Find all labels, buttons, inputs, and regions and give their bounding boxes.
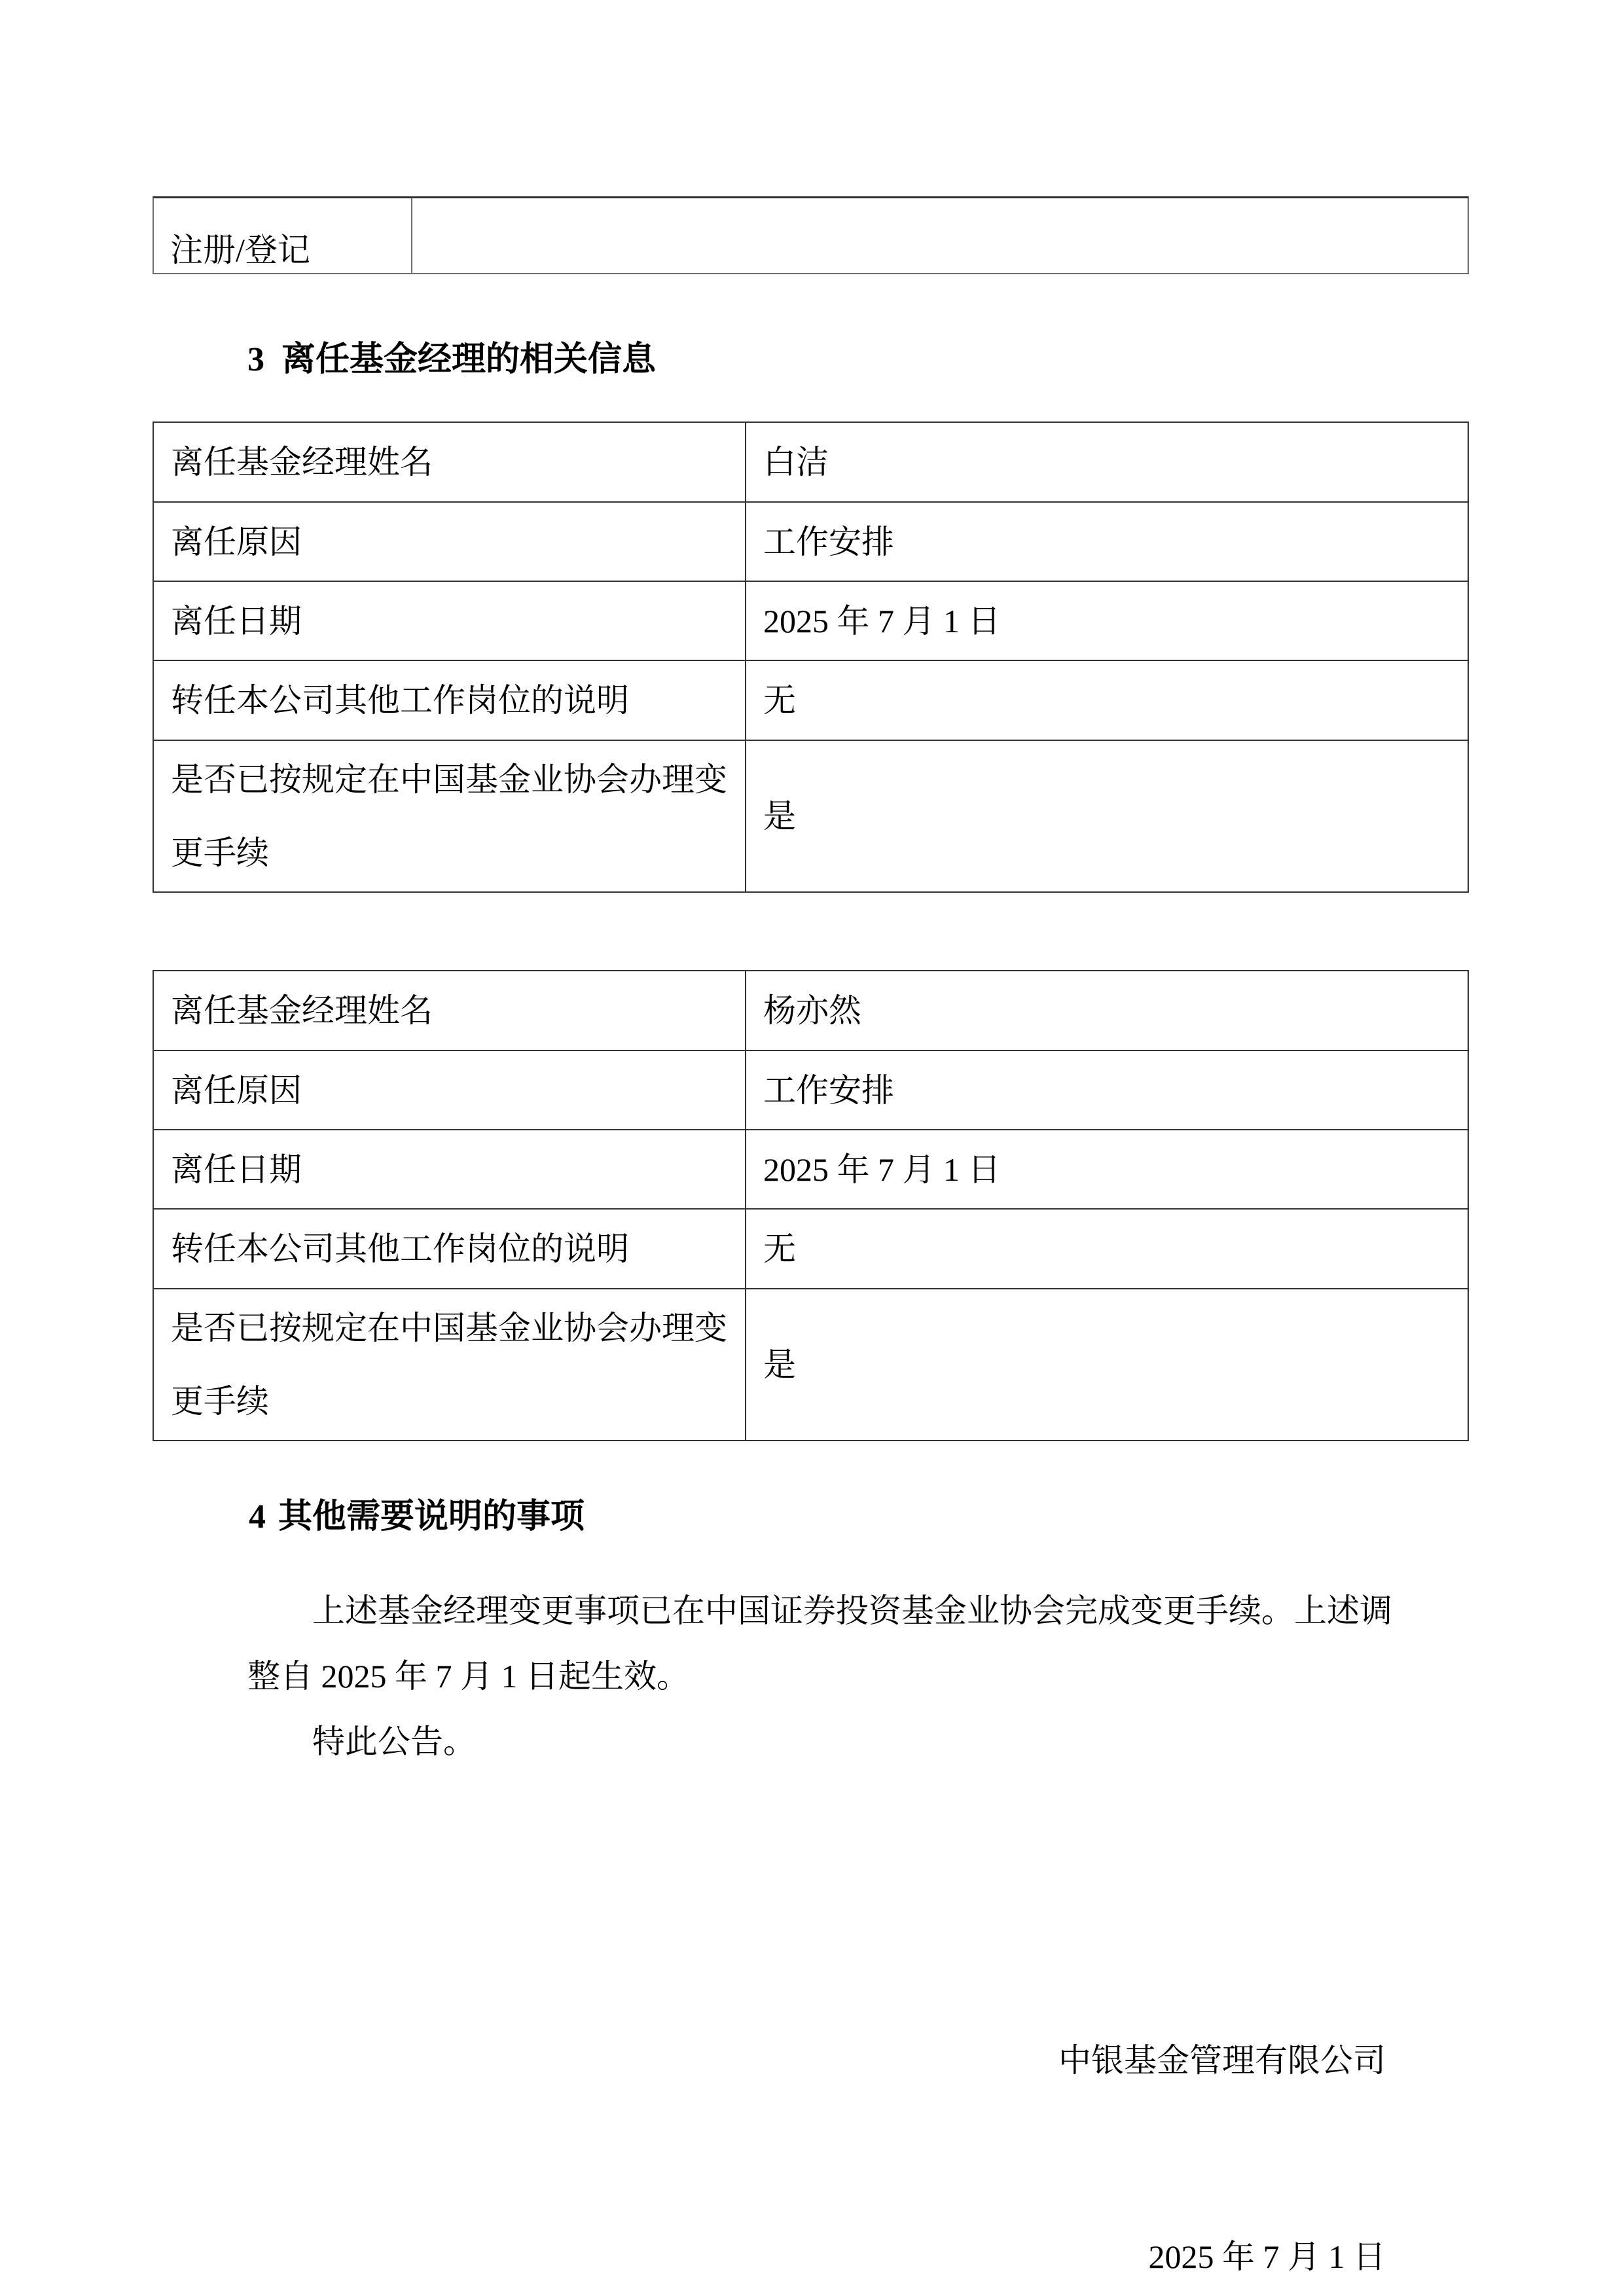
row-label-cell: 离任基金经理姓名 <box>154 423 746 501</box>
manager-table-2 <box>153 970 1469 1441</box>
continuation-table <box>153 196 1469 274</box>
row-value-cell: 2025 年 7 月 1 日 <box>763 1151 1001 1188</box>
row-label-cell: 离任日期 <box>154 1130 746 1208</box>
table-row <box>154 660 1468 740</box>
row-value-cell: 是 <box>763 798 796 834</box>
table-row <box>154 740 1468 891</box>
row-label-cell: 离任原因 <box>154 1051 746 1129</box>
paragraph-line: 上述基金经理变更事项已在中国证券投资基金业协会完成变更手续。上述调 <box>312 1592 1392 1629</box>
row-value-cell: 工作安排 <box>763 523 894 560</box>
row-value-cell: 2025 年 7 月 1 日 <box>763 602 1001 639</box>
row-value-cell: 杨亦然 <box>763 992 861 1029</box>
body-paragraph <box>247 1578 1413 1774</box>
table-row <box>154 971 1468 1050</box>
table-row <box>154 1288 1468 1440</box>
row-value-cell: 是 <box>763 1346 796 1383</box>
closing-line: 特此公告。 <box>312 1723 476 1760</box>
row-label-cell: 转任本公司其他工作岗位的说明 <box>154 661 746 740</box>
table-row <box>154 1208 1468 1288</box>
table-row <box>154 501 1468 581</box>
row-label-cell: 是否已按规定在中国基金业协会办理变更手续 <box>154 741 746 891</box>
table-row <box>154 1050 1468 1129</box>
row-value-cell: 无 <box>763 682 796 719</box>
row-value-cell: 白洁 <box>763 444 829 480</box>
section4-heading: 4 其他需要说明的事项 <box>249 1498 585 1535</box>
table-row <box>154 581 1468 660</box>
signature-company: 中银基金管理有限公司 <box>1058 2042 1386 2079</box>
row-value-cell: 工作安排 <box>763 1071 894 1109</box>
manager-table-1 <box>153 422 1469 893</box>
row-value-cell: 无 <box>763 1230 796 1267</box>
section3-heading: 3 离任基金经理的相关信息 <box>247 341 657 378</box>
paragraph-line: 整自 2025 年 7 月 1 日起生效。 <box>247 1658 689 1695</box>
row-label-cell: 注册/登记 <box>154 198 412 273</box>
table-row <box>154 1129 1468 1208</box>
row-label-cell: 离任日期 <box>154 582 746 660</box>
signature-date: 2025 年 7 月 1 日 <box>1148 2238 1386 2275</box>
row-label-cell: 离任基金经理姓名 <box>154 971 746 1050</box>
table-row <box>154 423 1468 501</box>
row-label-cell: 是否已按规定在中国基金业协会办理变更手续 <box>154 1289 746 1440</box>
row-value-cell <box>412 198 1468 273</box>
row-label-cell: 转任本公司其他工作岗位的说明 <box>154 1210 746 1288</box>
row-label-cell: 离任原因 <box>154 503 746 581</box>
signature-block <box>1058 1897 1386 2296</box>
